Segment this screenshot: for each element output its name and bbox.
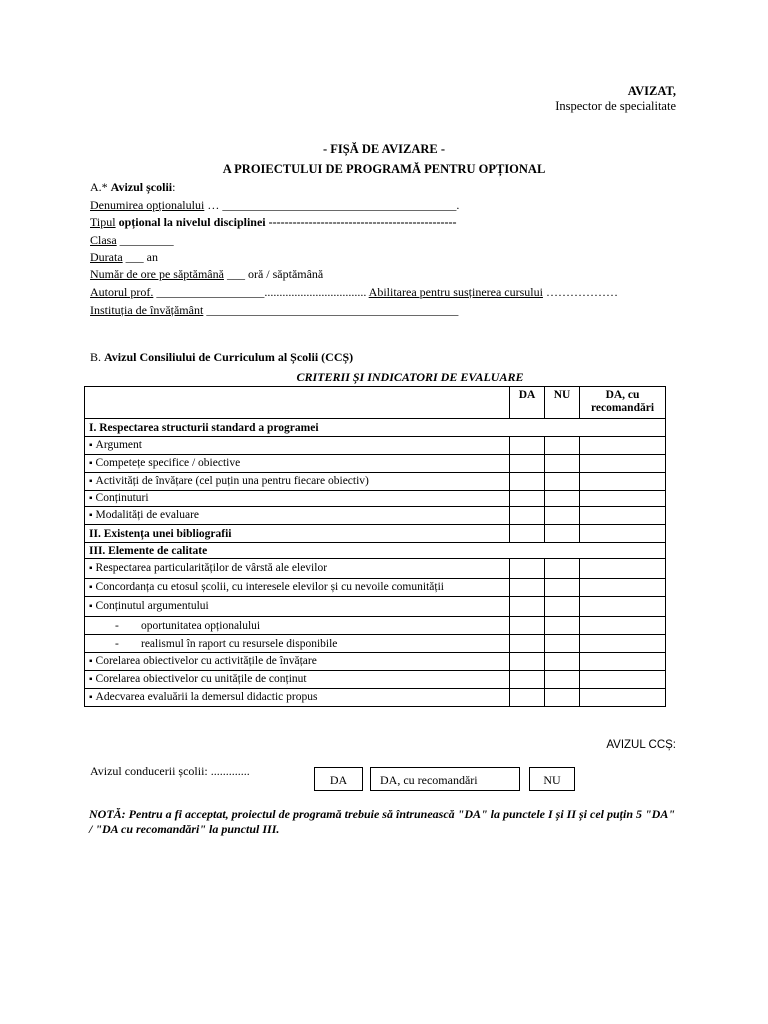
inspector-label: Inspector de specialitate	[555, 99, 676, 113]
criterion-label: ▪ Competețe specifice / obiective	[85, 455, 510, 473]
nota-text: NOTĂ: Pentru a fi acceptat, proiectul de programă trebuie să întrunească "DA" la punctele I și II și cel puțin 5 "DA" / "DA cu recomandări" la punctul III.	[89, 807, 675, 836]
check-cell-da-cu[interactable]	[580, 491, 666, 507]
check-cell-da[interactable]	[510, 579, 545, 597]
table-title: CRITERII ȘI INDICATORI DE EVALUARE	[296, 370, 524, 384]
check-cell-da-cu[interactable]	[580, 437, 666, 455]
table-row	[85, 635, 666, 653]
check-cell-nu[interactable]	[545, 617, 580, 635]
criterion-label: ▪ Argument	[85, 437, 510, 455]
table-row	[85, 559, 666, 579]
institutia-label: Instituția de învățământ	[90, 303, 204, 317]
check-cell-da[interactable]	[510, 635, 545, 653]
table-row	[85, 579, 666, 597]
field-denumire: Denumirea opționalului … _______________________________________.	[90, 198, 460, 212]
check-cell-nu[interactable]	[545, 507, 580, 525]
avizat-label: AVIZAT,	[627, 84, 676, 98]
check-cell-da-cu[interactable]	[580, 473, 666, 491]
check-cell-da-cu[interactable]	[580, 671, 666, 689]
check-cell-nu[interactable]	[545, 635, 580, 653]
field-clasa: Clasa _________	[90, 233, 174, 247]
table-row	[85, 455, 666, 473]
field-tipul: Tipul opțional la nivelul disciplinei -----------------------------------------------	[90, 215, 457, 229]
clasa-label: Clasa	[90, 233, 117, 247]
table-row	[85, 689, 666, 707]
table-row	[85, 473, 666, 491]
table-row	[85, 437, 666, 455]
table-row	[85, 525, 666, 543]
header-nu: NU	[545, 387, 580, 419]
check-cell-da-cu[interactable]	[580, 525, 666, 543]
check-cell-da-cu[interactable]	[580, 455, 666, 473]
tipul-label: Tipul	[90, 215, 116, 229]
check-cell-nu[interactable]	[545, 653, 580, 671]
check-cell-da[interactable]	[510, 653, 545, 671]
criterion-label: ▪ Conținutul argumentului	[85, 597, 510, 617]
check-cell-da-cu[interactable]	[580, 635, 666, 653]
option-nu-box[interactable]: NU	[529, 767, 575, 791]
field-durata: Durata ___ an	[90, 250, 158, 264]
check-cell-nu[interactable]	[545, 455, 580, 473]
criterion-label: III. Elemente de calitate	[85, 543, 666, 559]
check-cell-da-cu[interactable]	[580, 579, 666, 597]
table-row	[85, 617, 666, 635]
criterion-label: ▪ Activități de învățare (cel puțin una pentru fiecare obiectiv)	[85, 473, 510, 491]
check-cell-da-cu[interactable]	[580, 689, 666, 707]
check-cell-nu[interactable]	[545, 525, 580, 543]
option-da-box[interactable]: DA	[314, 767, 363, 791]
check-cell-da[interactable]	[510, 525, 545, 543]
table-row	[85, 419, 666, 437]
table-row	[85, 507, 666, 525]
table-row	[85, 543, 666, 559]
section-b-heading: B. Avizul Consiliului de Curriculum al Școlii (CCȘ)	[90, 350, 354, 364]
header-da: DA	[510, 387, 545, 419]
field-ore: Număr de ore pe săptămână ___ oră / săptămână	[90, 267, 324, 281]
check-cell-da[interactable]	[510, 689, 545, 707]
header-criteria-cell	[85, 387, 510, 419]
criterion-label: ▪ Respectarea particularităților de vârstă ale elevilor	[85, 559, 510, 579]
check-cell-nu[interactable]	[545, 671, 580, 689]
document-title: - FIȘĂ DE AVIZARE -	[322, 142, 445, 156]
autor-label: Autorul prof.	[90, 285, 154, 299]
aviz-ccs-label: AVIZUL CCȘ:	[606, 739, 676, 751]
check-cell-da[interactable]	[510, 597, 545, 617]
check-cell-da-cu[interactable]	[580, 617, 666, 635]
check-cell-da-cu[interactable]	[580, 597, 666, 617]
check-cell-da[interactable]	[510, 507, 545, 525]
criterion-label: ▪ Conținuturi	[85, 491, 510, 507]
field-institutia: Instituția de învățământ __________________________________________	[90, 303, 459, 317]
header-da-cu-recomandari: DA, cu recomandări	[580, 387, 666, 419]
durata-label: Durata	[90, 250, 123, 264]
check-cell-da[interactable]	[510, 473, 545, 491]
check-cell-da-cu[interactable]	[580, 559, 666, 579]
check-cell-nu[interactable]	[545, 491, 580, 507]
criteria-table	[84, 386, 666, 707]
abilitare-label: Abilitarea pentru susținerea cursului	[368, 285, 543, 299]
check-cell-da[interactable]	[510, 437, 545, 455]
check-cell-da[interactable]	[510, 617, 545, 635]
check-cell-da-cu[interactable]	[580, 653, 666, 671]
check-cell-nu[interactable]	[545, 597, 580, 617]
aviz-conducere-label: Avizul conducerii școlii: .............	[90, 764, 250, 778]
denumire-label: Denumirea opționalului	[90, 198, 205, 212]
check-cell-da[interactable]	[510, 559, 545, 579]
document-subtitle: A PROIECTULUI DE PROGRAMĂ PENTRU OPȚIONAL	[222, 162, 546, 176]
table-row	[85, 597, 666, 617]
check-cell-nu[interactable]	[545, 437, 580, 455]
criterion-label: I. Respectarea structurii standard a programei	[85, 419, 666, 437]
table-header-row	[85, 387, 666, 419]
check-cell-da[interactable]	[510, 491, 545, 507]
criterion-label: - realismul în raport cu resursele disponibile	[85, 635, 510, 653]
table-row	[85, 653, 666, 671]
criterion-label: ▪ Adecvarea evaluării la demersul didactic propus	[85, 689, 510, 707]
field-autorul: Autorul prof. __________________.................................. Abilitarea pentru susținerea cursului ………………	[90, 285, 618, 299]
check-cell-nu[interactable]	[545, 579, 580, 597]
check-cell-da[interactable]	[510, 671, 545, 689]
criterion-label: ▪ Concordanța cu etosul școlii, cu interesele elevilor și cu nevoile comunității	[85, 579, 510, 597]
section-a-heading: A.* Avizul școlii:	[90, 180, 176, 194]
criterion-label: ▪ Corelarea obiectivelor cu activitățile de învățare	[85, 653, 510, 671]
criterion-label: ▪ Modalități de evaluare	[85, 507, 510, 525]
criterion-label: - oportunitatea opționalului	[85, 617, 510, 635]
check-cell-nu[interactable]	[545, 689, 580, 707]
criterion-label: ▪ Corelarea obiectivelor cu unitățile de conținut	[85, 671, 510, 689]
check-cell-nu[interactable]	[545, 473, 580, 491]
criterion-label: II. Existența unei bibliografii	[85, 525, 510, 543]
check-cell-da-cu[interactable]	[580, 507, 666, 525]
check-cell-nu[interactable]	[545, 559, 580, 579]
ore-label: Număr de ore pe săptămână	[90, 267, 224, 281]
table-row	[85, 491, 666, 507]
check-cell-da[interactable]	[510, 455, 545, 473]
table-row	[85, 671, 666, 689]
criteria-table-body	[85, 419, 666, 707]
option-da-cu-recomandari-box[interactable]: DA, cu recomandări	[370, 767, 520, 791]
